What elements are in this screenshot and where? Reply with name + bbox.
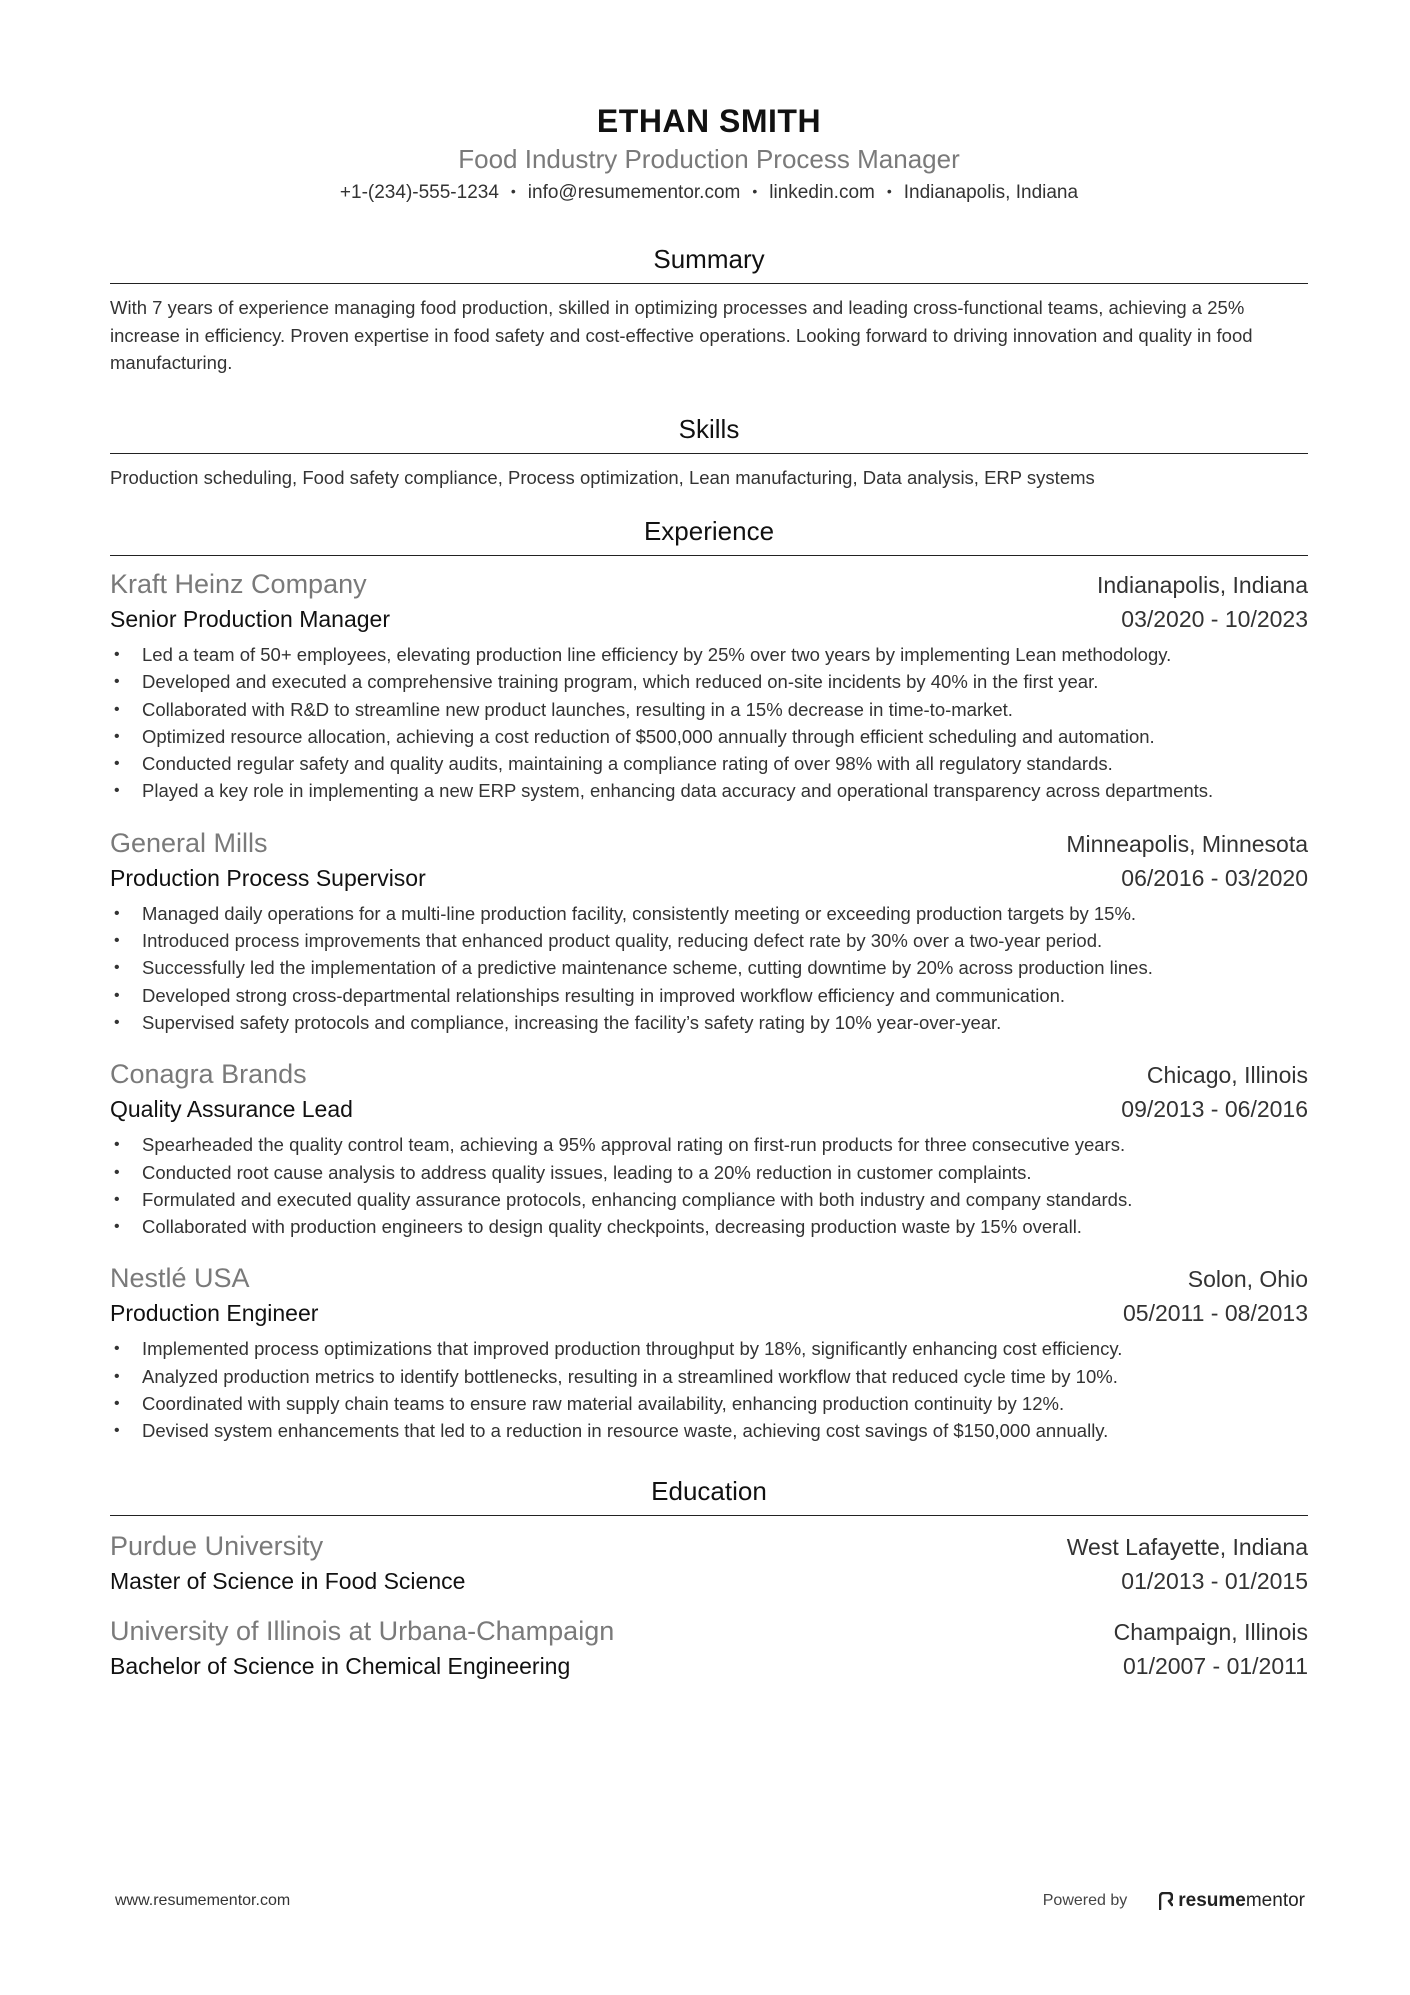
job-position: Quality Assurance Lead <box>110 1096 353 1123</box>
job-bullet: • Conducted regular safety and quality audits, maintaining a compliance rating of over 98% with all regulatory standards. <box>110 750 1308 777</box>
job-bullet: • Formulated and executed quality assurance protocols, enhancing compliance with both industry and company standards. <box>110 1186 1308 1213</box>
contact-separator: • <box>752 183 758 199</box>
job-bullet: • Collaborated with production engineers to design quality checkpoints, decreasing production waste by 15% overall. <box>110 1213 1308 1240</box>
job-bullet: • Developed and executed a comprehensive training program, which reduced on-site incidents by 40% in the first year. <box>110 668 1308 695</box>
skills-text: Production scheduling, Food safety compliance, Process optimization, Lean manufacturing, Data analysis, ERP systems <box>110 466 1095 488</box>
education-section <box>110 1473 1308 1682</box>
job-dates: 09/2013 - 06/2016 <box>1121 1096 1308 1123</box>
resume-header <box>110 98 1308 207</box>
job-entry-general-mills <box>110 825 1308 1036</box>
job-location: Solon, Ohio <box>1187 1266 1308 1293</box>
job-entry-nestle <box>110 1260 1308 1444</box>
job-subheader-row <box>110 1093 1308 1125</box>
job-bullets <box>110 1131 1308 1240</box>
job-bullet: • Optimized resource allocation, achieving a cost reduction of $500,000 annually through efficient scheduling and automation. <box>110 723 1308 750</box>
page-footer <box>115 1890 1305 1912</box>
resume-page <box>110 98 1308 1682</box>
job-location: Chicago, Illinois <box>1146 1062 1308 1089</box>
summary-section <box>110 241 1308 377</box>
job-position: Production Engineer <box>110 1300 319 1327</box>
education-location: Champaign, Illinois <box>1113 1618 1308 1645</box>
job-subheader-row <box>110 603 1308 635</box>
job-bullet: • Supervised safety protocols and compliance, increasing the facility’s safety rating by 10% year-over-year. <box>110 1009 1308 1036</box>
job-bullet: • Developed strong cross-departmental relationships resulting in improved workflow efficiency and communication. <box>110 982 1308 1009</box>
job-bullet: • Led a team of 50+ employees, elevating production line efficiency by 25% over two years by implementing Lean methodology. <box>110 641 1308 668</box>
summary-text: With 7 years of experience managing food production, skilled in optimizing processes and leading cross-functional teams, achieving a 25% increase in efficiency. Proven expertise in food safety and cost-effective operations. Looking forward to driving innovation and quality in food manufacturing. <box>110 297 1253 373</box>
education-header-row <box>110 1613 1308 1650</box>
brand-name-light: mentor <box>1245 1890 1305 1911</box>
education-school: University of Illinois at Urbana-Champaign <box>110 1615 615 1646</box>
job-entry-conagra <box>110 1056 1308 1240</box>
education-entry-purdue <box>110 1528 1308 1597</box>
job-bullets <box>110 1335 1308 1444</box>
education-dates: 01/2013 - 01/2015 <box>1121 1567 1308 1594</box>
job-bullets <box>110 900 1308 1036</box>
job-entry-kraft-heinz <box>110 566 1308 805</box>
job-bullet: • Managed daily operations for a multi-line production facility, consistently meeting or exceeding production targets by 15%. <box>110 900 1308 927</box>
job-bullet: • Devised system enhancements that led to a reduction in resource waste, achieving cost savings of $150,000 annually. <box>110 1417 1308 1444</box>
job-bullet: • Analyzed production metrics to identify bottlenecks, resulting in a streamlined workflow that reduced cycle time by 10%. <box>110 1363 1308 1390</box>
contact-line <box>110 177 1308 207</box>
job-bullet: • Conducted root cause analysis to address quality issues, leading to a 20% reduction in customer complaints. <box>110 1159 1308 1186</box>
job-company: Conagra Brands <box>110 1059 307 1090</box>
skills-heading: Skills <box>110 411 1308 454</box>
education-dates: 01/2007 - 01/2011 <box>1122 1652 1308 1679</box>
education-subheader-row <box>110 1565 1308 1597</box>
job-bullet: • Collaborated with R&D to streamline new product launches, resulting in a 15% decrease in time-to-market. <box>110 696 1308 723</box>
job-header-row <box>110 1260 1308 1297</box>
powered-by-label: Powered by <box>1042 1892 1128 1909</box>
brand-name-bold: resume <box>1178 1890 1246 1911</box>
education-entry-uiuc <box>110 1613 1308 1682</box>
job-header-row <box>110 825 1308 862</box>
job-bullet: • Implemented process optimizations that improved production throughput by 18%, significantly enhancing cost efficiency. <box>110 1335 1308 1362</box>
job-location: Minneapolis, Minnesota <box>1066 830 1308 857</box>
powered-by <box>1043 1890 1305 1912</box>
job-subheader-row <box>110 1297 1308 1329</box>
job-dates: 06/2016 - 03/2020 <box>1121 864 1308 891</box>
education-header-row <box>110 1528 1308 1565</box>
job-subheader-row <box>110 862 1308 894</box>
job-position: Production Process Supervisor <box>110 864 426 891</box>
education-degree: Master of Science in Food Science <box>110 1567 466 1594</box>
education-location: West Lafayette, Indiana <box>1066 1533 1308 1560</box>
summary-heading: Summary <box>110 241 1308 284</box>
education-degree: Bachelor of Science in Chemical Engineering <box>110 1652 571 1679</box>
job-position: Senior Production Manager <box>110 606 390 632</box>
job-bullet: • Spearheaded the quality control team, achieving a 95% approval rating on first-run products for three consecutive years. <box>110 1131 1308 1158</box>
brand-logo[interactable] <box>1159 1890 1305 1912</box>
contact-phone: +1-(234)-555-1234 <box>339 182 499 203</box>
contact-separator: • <box>510 183 516 199</box>
candidate-title: Food Industry Production Process Manager <box>458 144 960 174</box>
contact-email[interactable]: info@resumementor.com <box>527 182 741 203</box>
experience-heading: Experience <box>110 513 1308 556</box>
job-company: Nestlé USA <box>110 1263 250 1294</box>
job-dates: 05/2011 - 08/2013 <box>1122 1300 1308 1327</box>
education-school: Purdue University <box>110 1530 324 1561</box>
contact-separator: • <box>886 183 892 199</box>
job-bullet: • Played a key role in implementing a new ERP system, enhancing data accuracy and operational transparency across departments. <box>110 777 1308 804</box>
candidate-name: ETHAN SMITH <box>596 103 822 139</box>
resumementor-logo-icon <box>1159 1892 1173 1910</box>
job-dates: 03/2020 - 10/2023 <box>1121 606 1308 632</box>
job-bullets <box>110 641 1308 805</box>
footer-website-link[interactable]: www.resumementor.com <box>115 1892 291 1909</box>
job-bullet: • Successfully led the implementation of a predictive maintenance scheme, cutting downtime by 20% across production lines. <box>110 954 1308 981</box>
job-company: General Mills <box>110 827 268 858</box>
job-company: Kraft Heinz Company <box>110 569 367 599</box>
education-subheader-row <box>110 1650 1308 1682</box>
job-bullet: • Introduced process improvements that enhanced product quality, reducing defect rate by 30% over a two-year period. <box>110 927 1308 954</box>
job-bullet: • Coordinated with supply chain teams to ensure raw material availability, enhancing production continuity by 12%. <box>110 1390 1308 1417</box>
education-heading: Education <box>110 1473 1308 1516</box>
job-header-row <box>110 566 1308 603</box>
skills-section <box>110 411 1308 492</box>
job-location: Indianapolis, Indiana <box>1097 572 1308 598</box>
job-header-row <box>110 1056 1308 1093</box>
experience-section <box>110 513 1308 1445</box>
contact-location: Indianapolis, Indiana <box>903 182 1079 203</box>
contact-linkedin[interactable]: linkedin.com <box>769 182 875 203</box>
